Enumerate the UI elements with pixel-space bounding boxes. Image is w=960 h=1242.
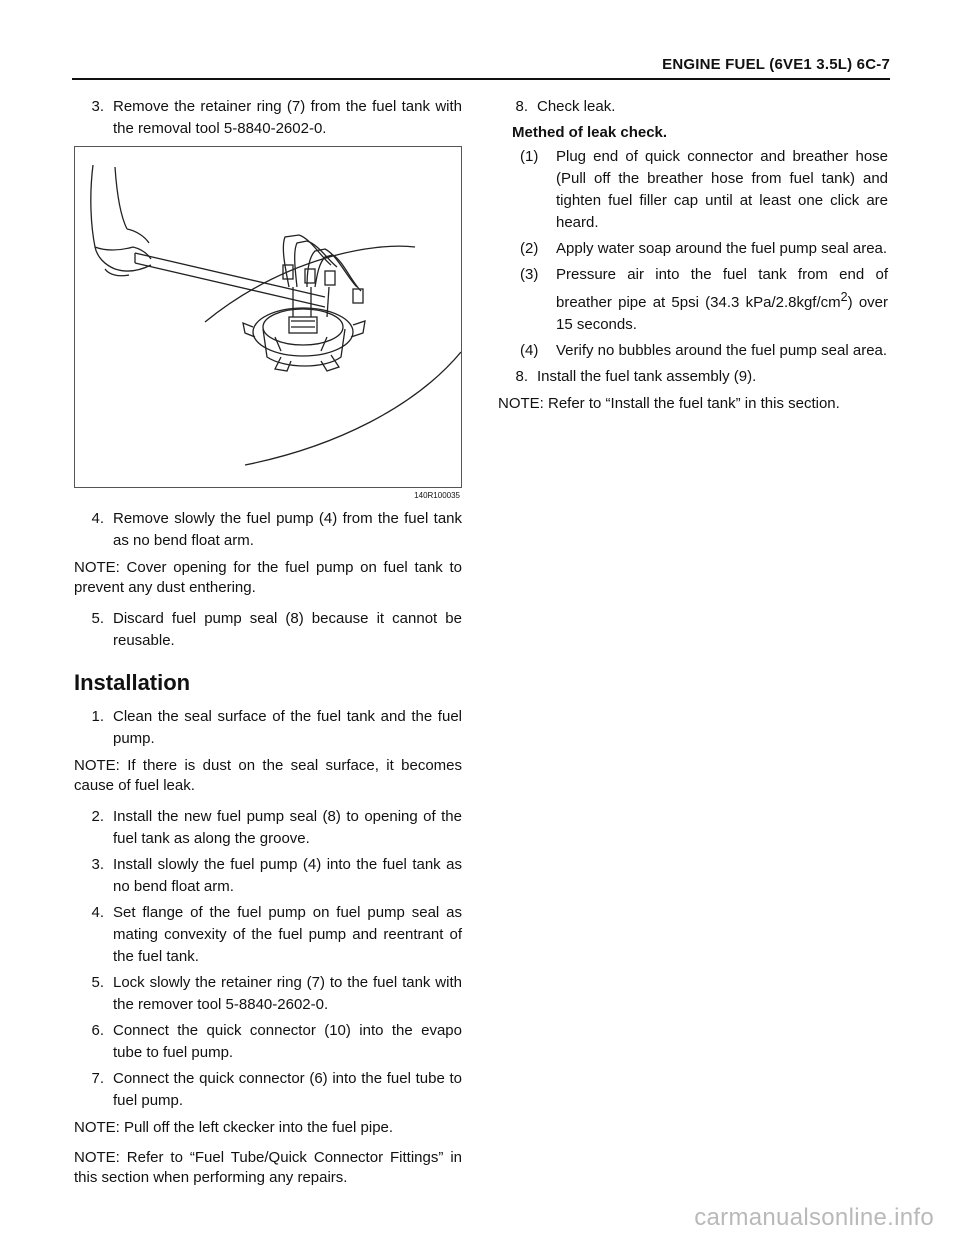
superscript: 2 [840,290,848,304]
figure-id: 140R100035 [414,491,460,500]
step-number: 4. [91,510,104,527]
step-text: Set flange of the fuel pump on fuel pump seal as mating convexity of the fuel pump and reentrant of the fuel tank. [113,904,462,965]
step-text: Connect the quick connector (6) into the fuel tube to fuel pump. [113,1070,462,1109]
step-text: Connect the quick connector (10) into the evapo tube to fuel pump. [113,1022,462,1061]
step-text: Remove the retainer ring (7) from the fuel tank with the removal tool 5-8840-2602-0. [113,98,462,137]
step-text: Install the new fuel pump seal (8) to opening of the fuel tank as along the groove. [113,808,462,847]
note-seal-dust: NOTE: If there is dust on the seal surface, it becomes cause of fuel leak. [74,757,462,794]
step-number: 7. [91,1070,104,1087]
right-column [498,96,888,424]
step-text: Install the fuel tank assembly (9). [537,368,757,385]
watermark: carmanualsonline.info [694,1204,934,1231]
illustration-drawing [75,147,461,487]
install-step-3 [74,854,462,898]
install-step-5 [74,972,462,1016]
note-install-tank-reference: NOTE: Refer to “Install the fuel tank” in this section. [498,395,840,412]
removal-step-5 [74,608,462,652]
step-8-install-tank [498,366,888,388]
header-title: ENGINE FUEL (6VE1 3.5L) 6C-7 [662,56,890,73]
fuel-pump-removal-illustration [74,146,462,488]
step-number: 6. [91,1022,104,1039]
installation-heading: Installation [74,670,191,695]
install-step-1 [74,706,462,750]
step-text: Clean the seal surface of the fuel tank and the fuel pump. [113,708,462,747]
leak-check-substep-4 [498,340,888,362]
removal-step-4 [74,508,462,552]
leak-check-substep-3 [498,264,888,336]
substep-number: (4) [520,342,539,359]
removal-step-3 [74,96,462,140]
step-number: 3. [91,98,104,115]
substep-number: (2) [520,240,539,257]
step-number: 5. [91,974,104,991]
substep-text-a: Pressure air into the fuel tank from end of breather pipe at 5psi (34.3 kPa/2.8kgf/cm [556,266,888,311]
step-number: 8. [515,98,528,115]
step-number: 2. [91,808,104,825]
page-header [72,56,890,80]
install-step-2 [74,806,462,850]
step-number: 8. [515,368,528,385]
step-number: 3. [91,856,104,873]
step-number: 5. [91,610,104,627]
step-text: Remove slowly the fuel pump (4) from the fuel tank as no bend float arm. [113,510,462,549]
install-step-7 [74,1068,462,1112]
install-step-4 [74,902,462,968]
leak-check-substep-1 [498,146,888,234]
install-step-6 [74,1020,462,1064]
step-number: 4. [91,904,104,921]
note-dust-cover: NOTE: Cover opening for the fuel pump on fuel tank to prevent any dust enthering. [74,559,462,596]
substep-text: Plug end of quick connector and breather hose (Pull off the breather hose from fuel tank) and tighten fuel filler cap until at least one click are heard. [556,148,888,231]
substep-text: Apply water soap around the fuel pump seal area. [556,240,888,257]
substep-text: Verify no bubbles around the fuel pump seal area. [556,342,888,359]
substep-number: (1) [520,148,539,165]
step-text: Install slowly the fuel pump (4) into the fuel tank as no bend float arm. [113,856,462,895]
step-number: 1. [91,708,104,725]
step-8-check-leak [498,96,888,118]
note-left-checker: NOTE: Pull off the left ckecker into the fuel pipe. [74,1119,394,1136]
note-quick-connector-reference: NOTE: Refer to “Fuel Tube/Quick Connector Fittings” in this section when performing any repairs. [74,1149,462,1186]
left-column [74,96,462,1198]
substep-text-b: ) over 15 seconds. [556,294,888,333]
step-text: Lock slowly the retainer ring (7) to the fuel tank with the remover tool 5-8840-2602-0. [113,974,462,1013]
step-text: Discard fuel pump seal (8) because it cannot be reusable. [113,610,462,649]
method-heading: Methed of leak check. [512,124,668,141]
leak-check-substep-2 [498,238,888,260]
step-text: Check leak. [537,98,616,115]
substep-number: (3) [520,266,539,283]
